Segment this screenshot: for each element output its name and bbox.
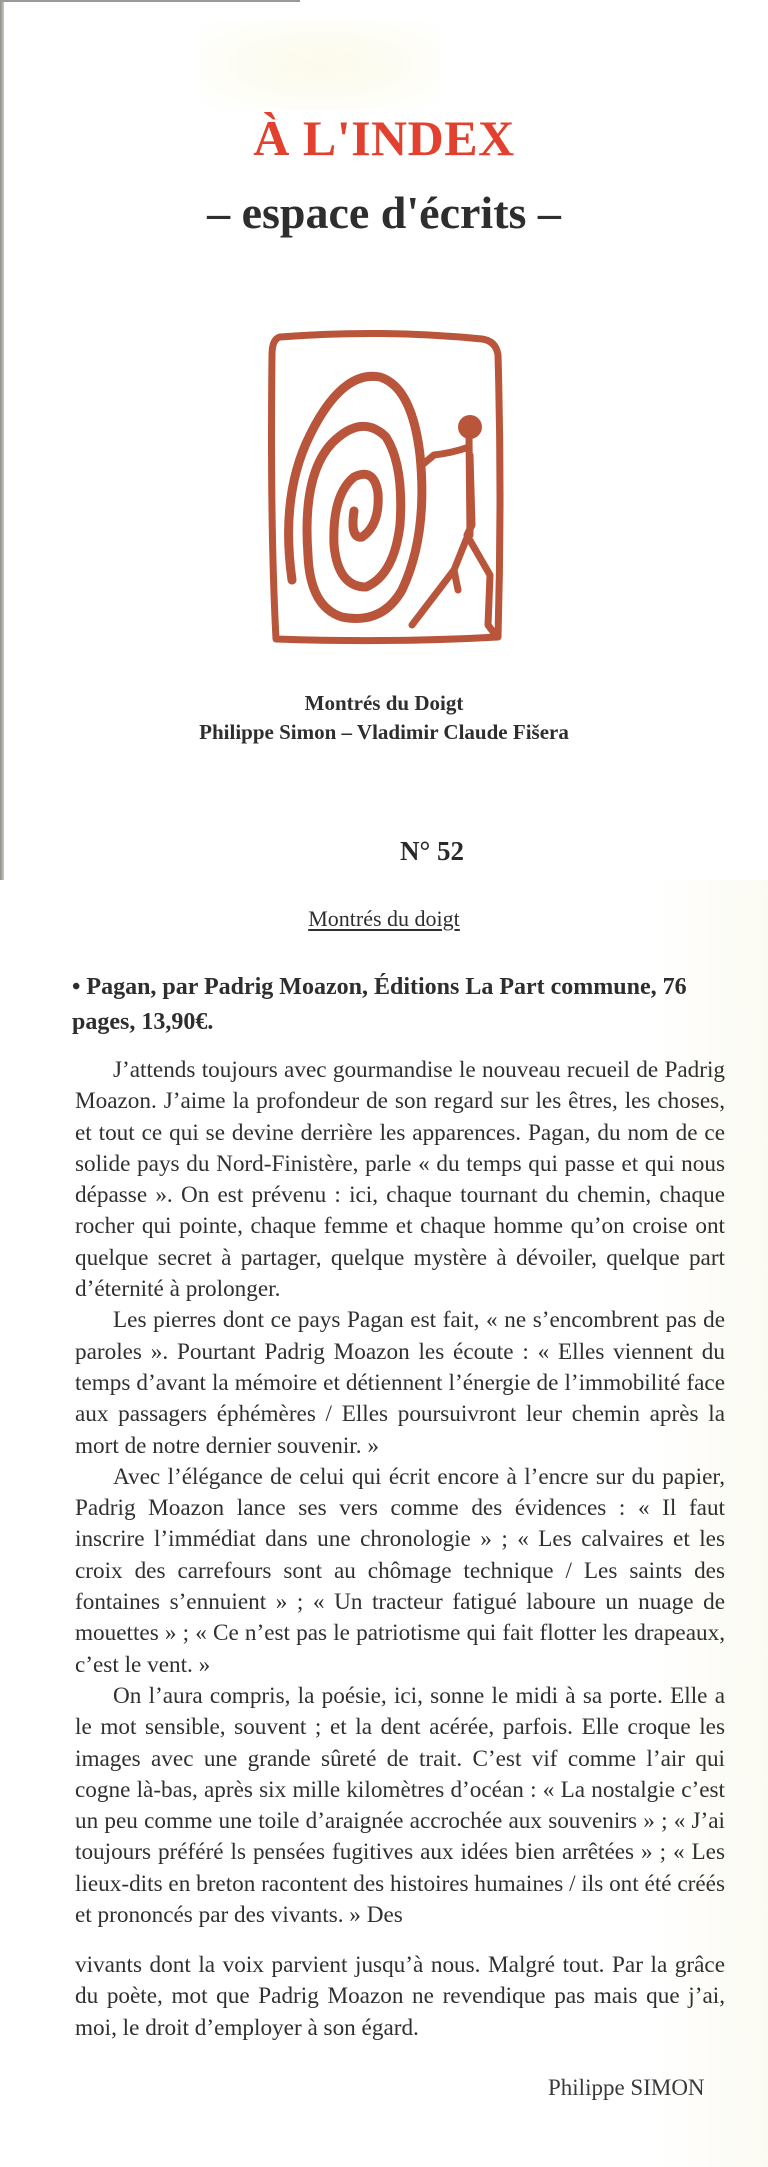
paragraph: Les pierres dont ce pays Pagan est fait, « ne s’encombrent pas de paroles ». Pourtant Padrig Moazon les écoute : « Elles viennent du temps d’avant la mémoire et détiennent l’énergie de l’immobilité face aux passagers éphémères / Elles poursuivront leur chemin après la mort de notre dernier souvenir. »: [75, 1307, 725, 1459]
journal-title: À L'INDEX: [253, 110, 515, 166]
article-page: [0, 880, 768, 2167]
page-top-edge: [0, 0, 300, 2]
cover-page: [0, 0, 768, 880]
paragraph-continuation: vivants dont la voix parvient jusqu’à nous. Malgré tout. Par la grâce du poète, mot que Padrig Moazon ne revendique pas mais que j’ai, moi, le droit d’employer à son égard.: [75, 1952, 725, 2041]
signature: Philippe SIMON: [548, 2075, 705, 2100]
cover-authors: Philippe Simon – Vladimir Claude Fišera: [199, 720, 569, 744]
issue-number: N° 52: [400, 836, 465, 866]
article-body: [75, 1055, 725, 1931]
book-entry: • Pagan, par Padrig Moazon, Éditions La Part commune, 76 pages, 13,90€.: [72, 974, 687, 1035]
logo-figure-head: [458, 415, 482, 439]
article-heading: Montrés du doigt: [308, 906, 460, 931]
logo-figure-body: [412, 437, 494, 633]
paragraph: J’attends toujours avec gourmandise le nouveau recueil de Padrig Moazon. J’aime la profondeur de son regard sur les êtres, les choses, et tout ce qui se devine derrière les apparences. Pagan, du nom de ce solide pays du Nord-Finistère, parle « du temps qui passe et qui nous dépasse ». On est prévenu : ici, chaque tournant du chemin, chaque rocher qui pointe, chaque femme et chaque homme qu’on croise ont quelque secret à partager, quelque mystère à dévoiler, quelque part d’éternité à prolonger.: [75, 1057, 725, 1303]
paragraph: On l’aura compris, la poésie, ici, sonne le midi à sa porte. Elle a le mot sensible, souvent ; et la dent acérée, parfois. Elle croque les images avec une grande sûreté de trait. C’est vif comme l’air qui cogne là-bas, après six mille kilomètres d’océan : « La nostalgie c’est un peu comme une toile d’araignée accrochée aux souvenirs » ; « J’ai toujours préféré ls pensées fugitives aux idées bien arrêtées » ; « Les lieux-dits en breton racontent des histoires humaines / ils ont été créés et prononcés par des vivants. » Des: [75, 1682, 725, 1929]
paragraph: Avec l’élégance de celui qui écrit encore à l’encre sur du papier, Padrig Moazon lance ses vers comme des évidences : « Il faut inscrire l’immédiat dans une chronologie » ; « Les calvaires et les croix des carrefours sont au chômage technique / Les saints des fontaines s’ennuient » ; « Un tracteur fatigué laboure un nuage de mouettes » ; « Ce n’est pas le patriotisme qui fait flotter les drapeaux, c’est le vent. »: [75, 1463, 725, 1678]
spiral-figure-logo-icon: [262, 325, 512, 655]
article-body-continuation: [75, 1950, 725, 2044]
journal-subtitle: – espace d'écrits –: [207, 187, 561, 238]
logo-spiral: [289, 376, 422, 618]
paper-sheen: [200, 20, 440, 110]
cover-section-title: Montrés du Doigt: [304, 691, 464, 715]
